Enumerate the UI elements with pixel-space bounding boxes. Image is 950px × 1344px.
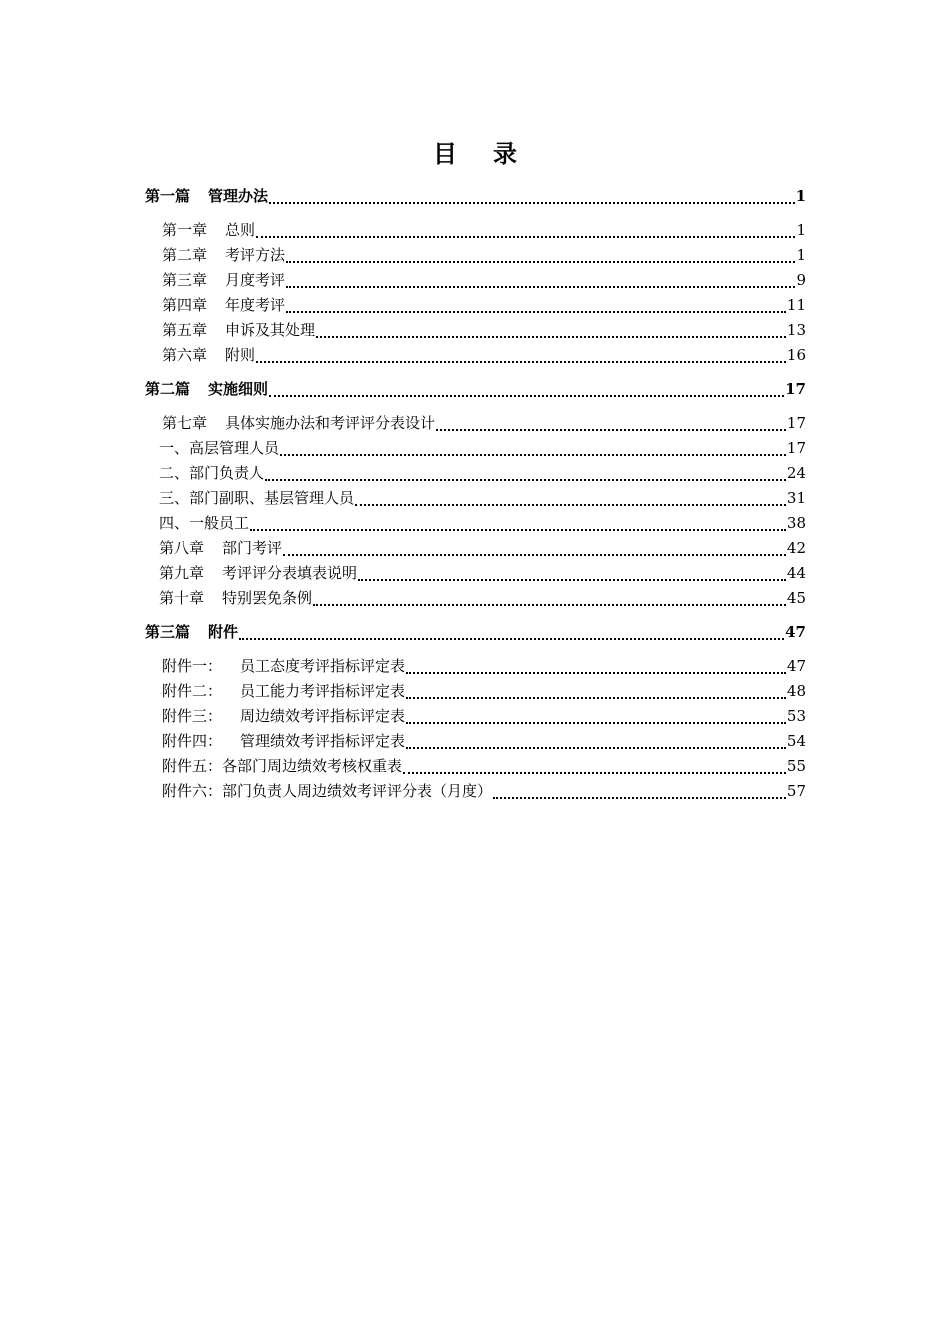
toc-entry-text: 附则 bbox=[225, 346, 256, 364]
toc-page-number: 54 bbox=[786, 732, 806, 750]
toc-entry-label bbox=[162, 268, 285, 293]
dot-leader bbox=[406, 702, 786, 724]
dot-leader bbox=[316, 316, 786, 338]
toc-page-number: 45 bbox=[786, 589, 806, 607]
toc-page-number: 47 bbox=[785, 623, 806, 641]
toc-entry-number: 第七章 bbox=[162, 414, 208, 432]
toc-page-number: 1 bbox=[796, 246, 806, 264]
toc-chapter-entry[interactable] bbox=[145, 243, 806, 268]
toc-part-entry[interactable] bbox=[145, 620, 806, 645]
toc-chapter-entry[interactable] bbox=[145, 486, 806, 511]
toc-entry-number: 第三章 bbox=[162, 271, 208, 289]
toc-entry-number: 第九章 bbox=[159, 564, 205, 582]
toc-entry-text: 四、一般员工 bbox=[159, 514, 250, 532]
toc-chapter-entry[interactable] bbox=[145, 704, 806, 729]
dot-leader bbox=[493, 777, 786, 799]
dot-leader bbox=[406, 652, 786, 674]
toc-page-number: 17 bbox=[786, 414, 806, 432]
toc-chapter-entry[interactable] bbox=[145, 586, 806, 611]
toc-entry-text: 一、高层管理人员 bbox=[159, 439, 280, 457]
toc-entry-text: 附件六：部门负责人周边绩效考评评分表（月度） bbox=[162, 782, 493, 800]
toc-page-number: 53 bbox=[786, 707, 806, 725]
toc-chapter-entry[interactable] bbox=[145, 343, 806, 368]
toc-entry-text: 二、部门负责人 bbox=[159, 464, 265, 482]
toc-page-number: 55 bbox=[786, 757, 806, 775]
toc-entry-text: 三、部门副职、基层管理人员 bbox=[159, 489, 355, 507]
toc-chapter-entry[interactable] bbox=[145, 779, 806, 804]
toc-entry-text: 总则 bbox=[225, 221, 256, 239]
toc-entry-text: 具体实施办法和考评评分表设计 bbox=[225, 414, 436, 432]
toc-entry-text: 员工态度考评指标评定表 bbox=[240, 657, 406, 675]
toc-entry-label bbox=[145, 184, 268, 209]
toc-entry-text: 附件五：各部门周边绩效考核权重表 bbox=[162, 757, 403, 775]
toc-page-number: 24 bbox=[786, 464, 806, 482]
toc-page-number: 42 bbox=[786, 539, 806, 557]
toc-entry-number: 附件四： bbox=[162, 732, 223, 750]
dot-leader bbox=[313, 584, 786, 606]
toc-page-number: 9 bbox=[796, 271, 806, 289]
toc-page-number: 17 bbox=[786, 439, 806, 457]
toc-entry-label bbox=[162, 679, 405, 704]
dot-leader bbox=[406, 727, 786, 749]
toc-entry-text: 员工能力考评指标评定表 bbox=[240, 682, 406, 700]
toc-entry-label bbox=[159, 536, 282, 561]
dot-leader bbox=[436, 409, 786, 431]
dot-leader bbox=[358, 559, 786, 581]
toc-page-number: 17 bbox=[785, 380, 806, 398]
toc-chapter-entry[interactable] bbox=[145, 461, 806, 486]
toc-chapter-entry[interactable] bbox=[145, 679, 806, 704]
dot-leader bbox=[239, 618, 784, 640]
toc-entry-label bbox=[162, 243, 285, 268]
dot-leader bbox=[355, 484, 786, 506]
toc-entry-text: 特别罢免条例 bbox=[222, 589, 313, 607]
toc-entry-number: 第二篇 bbox=[145, 380, 191, 398]
toc-part-entry[interactable] bbox=[145, 377, 806, 402]
toc-entry-number: 第一章 bbox=[162, 221, 208, 239]
toc-chapter-entry[interactable] bbox=[145, 536, 806, 561]
toc-entry-text: 实施细则 bbox=[208, 380, 269, 398]
toc-entry-number: 第八章 bbox=[159, 539, 205, 557]
toc-entry-number: 附件一： bbox=[162, 657, 223, 675]
toc-entry-label bbox=[162, 704, 405, 729]
dot-leader bbox=[256, 341, 786, 363]
toc-entry-text: 考评方法 bbox=[225, 246, 286, 264]
toc-entry-text: 申诉及其处理 bbox=[225, 321, 316, 339]
toc-page-number: 48 bbox=[786, 682, 806, 700]
toc-page-number: 44 bbox=[786, 564, 806, 582]
dot-leader bbox=[403, 752, 786, 774]
toc-chapter-entry[interactable] bbox=[145, 654, 806, 679]
toc-entry-text: 周边绩效考评指标评定表 bbox=[240, 707, 406, 725]
toc-chapter-entry[interactable] bbox=[145, 411, 806, 436]
toc-title bbox=[0, 134, 950, 169]
toc-entry-label bbox=[145, 620, 238, 645]
dot-leader bbox=[269, 182, 795, 204]
dot-leader bbox=[250, 509, 786, 531]
toc-page-number: 11 bbox=[786, 296, 806, 314]
toc-chapter-entry[interactable] bbox=[145, 293, 806, 318]
toc-entry-number: 第五章 bbox=[162, 321, 208, 339]
dot-leader bbox=[406, 677, 786, 699]
toc-title-part1: 目 bbox=[433, 139, 457, 168]
toc-chapter-entry[interactable] bbox=[145, 436, 806, 461]
toc-part-entry[interactable] bbox=[145, 184, 806, 209]
toc-page-number: 16 bbox=[786, 346, 806, 364]
toc-entry-label bbox=[162, 754, 402, 779]
dot-leader bbox=[269, 375, 784, 397]
toc-entry-label bbox=[159, 436, 279, 461]
dot-leader bbox=[286, 241, 795, 263]
toc-entry-label bbox=[162, 343, 255, 368]
toc-entry-number: 第四章 bbox=[162, 296, 208, 314]
toc-chapter-entry[interactable] bbox=[145, 218, 806, 243]
toc-page-number: 57 bbox=[786, 782, 806, 800]
toc-entry-label bbox=[162, 779, 492, 804]
toc-page-number: 1 bbox=[795, 187, 806, 205]
table-of-contents bbox=[145, 184, 806, 804]
toc-entry-label bbox=[162, 218, 255, 243]
toc-entry-label bbox=[162, 654, 405, 679]
toc-entry-number: 第六章 bbox=[162, 346, 208, 364]
toc-entry-label bbox=[162, 293, 285, 318]
toc-entry-label bbox=[159, 461, 264, 486]
toc-entry-text: 附件 bbox=[208, 623, 239, 641]
dot-leader bbox=[280, 434, 786, 456]
dot-leader bbox=[286, 266, 795, 288]
toc-entry-number: 附件二： bbox=[162, 682, 223, 700]
dot-leader bbox=[265, 459, 786, 481]
toc-chapter-entry[interactable] bbox=[145, 561, 806, 586]
toc-page-number: 38 bbox=[786, 514, 806, 532]
toc-entry-number: 附件三： bbox=[162, 707, 223, 725]
toc-entry-number: 第三篇 bbox=[145, 623, 191, 641]
toc-entry-text: 部门考评 bbox=[222, 539, 283, 557]
toc-entry-label bbox=[162, 411, 435, 436]
toc-page-number: 13 bbox=[786, 321, 806, 339]
toc-entry-label bbox=[145, 377, 268, 402]
toc-page-number: 1 bbox=[796, 221, 806, 239]
toc-chapter-entry[interactable] bbox=[145, 511, 806, 536]
toc-entry-text: 考评评分表填表说明 bbox=[222, 564, 358, 582]
dot-leader bbox=[283, 534, 786, 556]
toc-entry-label bbox=[159, 486, 354, 511]
toc-chapter-entry[interactable] bbox=[145, 318, 806, 343]
toc-page-number: 47 bbox=[786, 657, 806, 675]
toc-entry-label bbox=[162, 318, 315, 343]
toc-entry-label bbox=[162, 729, 405, 754]
toc-entry-text: 年度考评 bbox=[225, 296, 286, 314]
toc-entry-number: 第二章 bbox=[162, 246, 208, 264]
toc-chapter-entry[interactable] bbox=[145, 268, 806, 293]
toc-entry-label bbox=[159, 586, 312, 611]
toc-entry-number: 第一篇 bbox=[145, 187, 191, 205]
dot-leader bbox=[286, 291, 786, 313]
toc-entry-text: 月度考评 bbox=[225, 271, 286, 289]
toc-entry-text: 管理办法 bbox=[208, 187, 269, 205]
toc-chapter-entry[interactable] bbox=[145, 754, 806, 779]
dot-leader bbox=[256, 216, 795, 238]
toc-entry-label bbox=[159, 561, 357, 586]
toc-title-part2: 录 bbox=[493, 139, 517, 168]
toc-entry-text: 管理绩效考评指标评定表 bbox=[240, 732, 406, 750]
toc-entry-label bbox=[159, 511, 249, 536]
toc-page-number: 31 bbox=[786, 489, 806, 507]
toc-entry-number: 第十章 bbox=[159, 589, 205, 607]
toc-chapter-entry[interactable] bbox=[145, 729, 806, 754]
